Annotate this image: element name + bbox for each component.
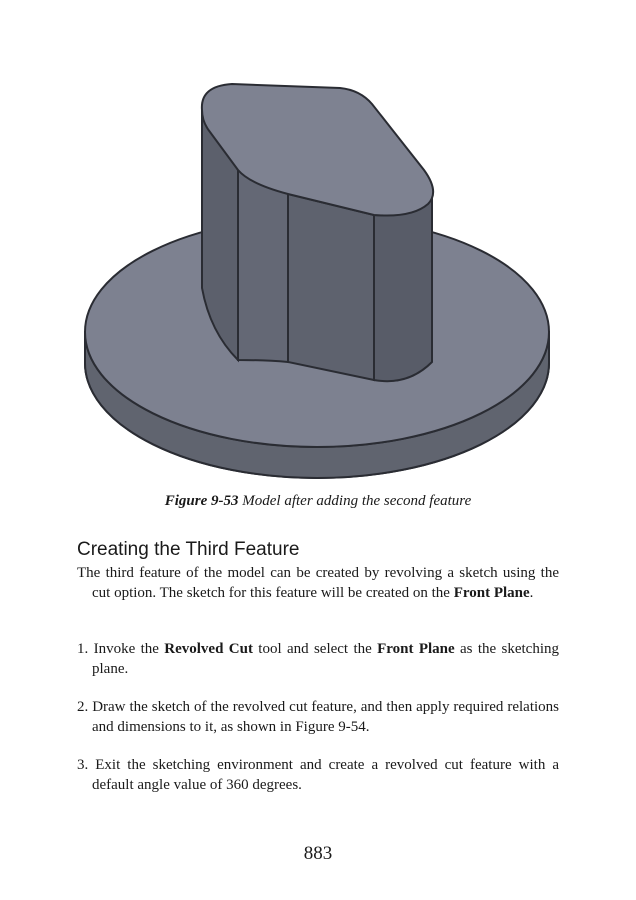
boss-side-flat-2 xyxy=(288,194,374,380)
intro-text-2: . xyxy=(529,585,534,601)
step-1-bold-revolved-cut: Revolved Cut xyxy=(164,641,253,657)
intro-bold-front-plane: Front Plane xyxy=(453,585,530,601)
boss-side-right xyxy=(374,190,432,381)
boss-side-flat-1 xyxy=(238,170,288,362)
step-1-prefix: 1. Invoke the xyxy=(77,641,165,657)
step-1-mid: tool and select the xyxy=(252,641,378,657)
step-1-suffix: as the sketching plane. xyxy=(92,641,560,677)
figure-label: Figure 9-53 xyxy=(164,493,239,509)
step-1-bold-front-plane: Front Plane xyxy=(377,641,455,657)
step-3: 3. Exit the sketching environment and create a revolved cut feature with a default angle value of 360 degrees. xyxy=(77,757,559,793)
section-heading: Creating the Third Feature xyxy=(77,539,300,560)
model-figure xyxy=(60,70,580,500)
page-number: 883 xyxy=(303,843,333,864)
figure-caption-text: Model after adding the second feature xyxy=(238,493,472,509)
step-1 xyxy=(77,639,559,679)
model-illustration xyxy=(60,70,580,500)
step-2: 2. Draw the sketch of the revolved cut feature, and then apply required relations and dimensions to it, as shown in Figure 9-54. xyxy=(77,699,559,735)
intro-text-1: The third feature of the model can be created by revolving a sketch using the cut option. The sketch for this feature will be created on the xyxy=(77,565,559,601)
intro-paragraph xyxy=(77,563,559,603)
figure-caption xyxy=(0,493,636,510)
